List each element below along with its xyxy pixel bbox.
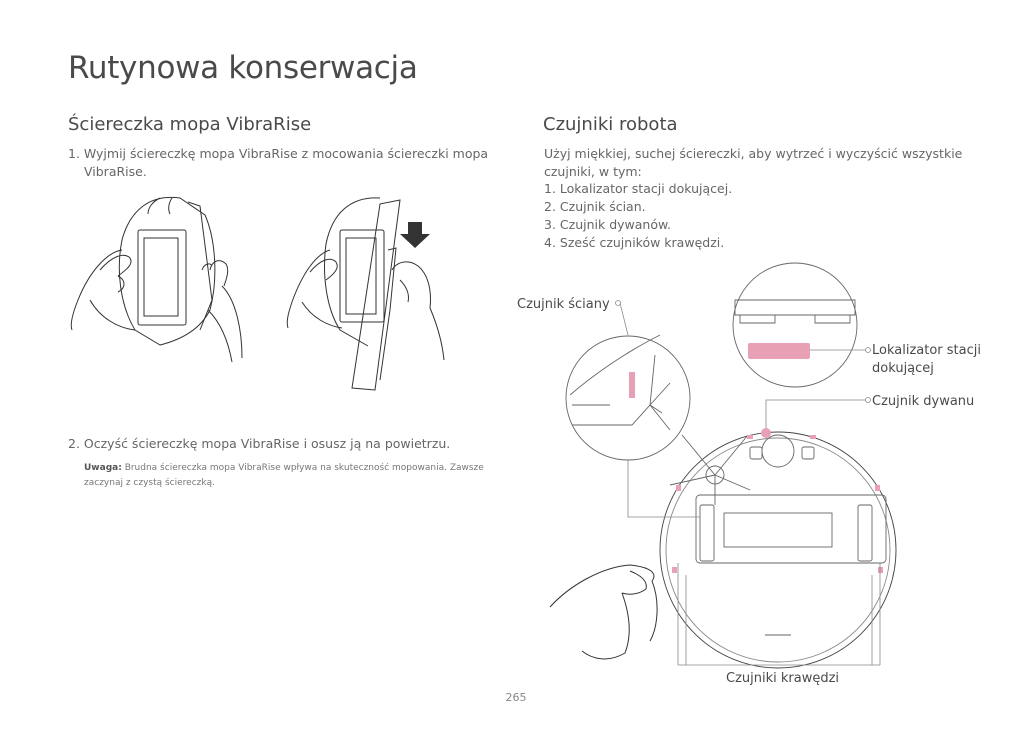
sensor-list-item: 4. Sześć czujników krawędzi. [544,235,725,250]
note-line-1: Brudna ściereczka mopa VibraRise wpływa na skuteczność mopowania. Zawsze [124,463,484,473]
sensors-intro-line-2: czujniki, w tym: [544,164,642,179]
mop-bracket-hold-illustration [60,190,260,390]
step-2: 2. Oczyść ściereczkę mopa VibraRise i osusz ją na powietrzu. [68,436,451,451]
section-heading-mop-cloth: Ściereczka mopa VibraRise [68,114,312,135]
sensors-intro-line-1: Użyj miękkiej, suchej ściereczki, aby wytrzeć i wyczyścić wszystkie [544,146,963,161]
sensor-list [544,180,732,252]
callout-dock-locator-line-2: dokującej [872,361,934,376]
mop-cloth-remove-illustration [280,190,460,405]
callout-dock-locator-line-1: Lokalizator stacji [872,343,981,358]
note [84,461,504,491]
section-heading-sensors: Czujniki robota [543,114,678,135]
page-number: 265 [505,691,527,704]
note-line-2: zaczynaj z czystą ściereczką. [84,478,215,488]
callout-cliff-sensors: Czujniki krawędzi [726,671,840,686]
callout-wall-sensor: Czujnik ściany [517,297,610,312]
step-1-line-1: 1. Wyjmij ściereczkę mopa VibraRise z mocowania ściereczki mopa [68,146,489,161]
page-title: Rutynowa konserwacja [68,50,418,86]
robot-sensor-diagram [510,255,1000,695]
sensor-list-item: 2. Czujnik ścian. [544,199,646,214]
note-label: Uwaga: [84,463,122,473]
callout-carpet-sensor: Czujnik dywanu [872,394,975,409]
sensor-list-item: 3. Czujnik dywanów. [544,217,672,232]
step-1-line-2: VibraRise. [84,164,147,179]
sensor-list-item: 1. Lokalizator stacji dokującej. [544,181,733,196]
